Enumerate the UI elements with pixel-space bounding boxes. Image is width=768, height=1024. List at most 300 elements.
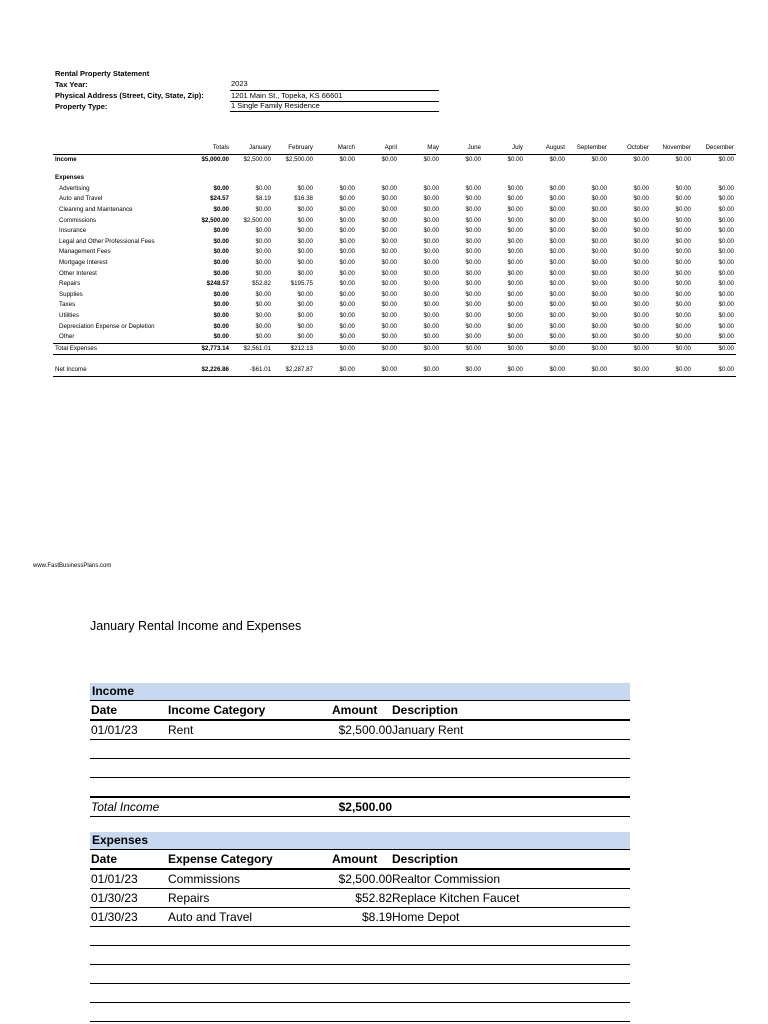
- month-cell[interactable]: $0.00: [423, 227, 439, 235]
- month-cell[interactable]: $0.00: [675, 237, 691, 245]
- month-cell[interactable]: $0.00: [255, 258, 271, 266]
- month-cell[interactable]: $0.00: [549, 301, 565, 309]
- column-header: August: [525, 143, 567, 154]
- month-cell[interactable]: $0.00: [549, 205, 565, 213]
- month-cell[interactable]: $0.00: [507, 227, 523, 235]
- month-cell[interactable]: $0.00: [399, 365, 441, 376]
- month-cell[interactable]: $0.00: [675, 195, 691, 203]
- column-header: July: [483, 143, 525, 154]
- month-cell[interactable]: $0.00: [549, 311, 565, 319]
- total-cell[interactable]: $0.00: [213, 248, 229, 256]
- total-cell[interactable]: $0.00: [213, 311, 229, 319]
- month-cell[interactable]: $0.00: [465, 269, 481, 277]
- address-field[interactable]: 1201 Main St., Topeka, KS 66601: [230, 90, 439, 102]
- month-cell[interactable]: $0.00: [591, 227, 607, 235]
- month-cell[interactable]: $0.00: [591, 205, 607, 213]
- month-cell[interactable]: $0.00: [255, 290, 271, 298]
- month-cell[interactable]: $0.00: [339, 248, 355, 256]
- month-cell[interactable]: $0.00: [591, 311, 607, 319]
- month-cell[interactable]: $0.00: [633, 184, 649, 192]
- month-cell[interactable]: $0.00: [675, 184, 691, 192]
- month-cell[interactable]: $0.00: [609, 365, 651, 376]
- month-cell[interactable]: $0.00: [507, 205, 523, 213]
- entry-date: 01/30/23: [91, 910, 138, 924]
- month-cell[interactable]: $0.00: [339, 237, 355, 245]
- month-cell[interactable]: $0.00: [423, 155, 439, 163]
- month-cell[interactable]: $0.00: [591, 195, 607, 203]
- month-cell[interactable]: $0.00: [525, 343, 567, 355]
- month-cell[interactable]: $0.00: [591, 248, 607, 256]
- month-cell[interactable]: $0.00: [718, 184, 734, 192]
- entry-amount: $52.82: [355, 891, 392, 905]
- tax-year-label: Tax Year:: [55, 80, 88, 89]
- month-cell[interactable]: $0.00: [633, 155, 649, 163]
- month-cell[interactable]: $0.00: [567, 365, 609, 376]
- total-cell[interactable]: $5,000.00: [201, 155, 229, 163]
- row-label: Total Expenses: [53, 343, 173, 355]
- row-label: Income: [55, 155, 77, 163]
- month-cell[interactable]: $0.00: [255, 311, 271, 319]
- empty-expense-row[interactable]: [90, 946, 630, 965]
- month-cell[interactable]: $0.00: [718, 301, 734, 309]
- month-cell[interactable]: $0.00: [423, 311, 439, 319]
- month-cell[interactable]: $0.00: [633, 311, 649, 319]
- month-cell[interactable]: $0.00: [465, 322, 481, 330]
- month-cell[interactable]: $0.00: [297, 290, 313, 298]
- month-cell[interactable]: $0.00: [633, 301, 649, 309]
- month-cell[interactable]: $0.00: [339, 290, 355, 298]
- month-cell[interactable]: $0.00: [315, 343, 357, 355]
- tax-year-field[interactable]: 2023: [231, 79, 248, 88]
- month-cell[interactable]: $0.00: [255, 184, 271, 192]
- month-cell[interactable]: $0.00: [549, 322, 565, 330]
- month-cell[interactable]: $0.00: [423, 216, 439, 224]
- entry-description: January Rent: [392, 723, 464, 737]
- month-cell[interactable]: $0.00: [718, 205, 734, 213]
- expense-row: [53, 322, 736, 333]
- spacer-cell: [53, 355, 736, 366]
- entry-date: 01/01/23: [91, 723, 138, 737]
- month-cell[interactable]: $0.00: [465, 184, 481, 192]
- month-cell[interactable]: $0.00: [507, 290, 523, 298]
- month-cell[interactable]: $8.19: [255, 195, 271, 203]
- month-cell[interactable]: $0.00: [507, 311, 523, 319]
- month-cell[interactable]: $0.00: [549, 155, 565, 163]
- month-cell[interactable]: $0.00: [339, 216, 355, 224]
- month-cell[interactable]: $0.00: [381, 290, 397, 298]
- month-cell[interactable]: $0.00: [423, 195, 439, 203]
- month-cell[interactable]: $0.00: [339, 155, 355, 163]
- month-cell[interactable]: $0.00: [633, 258, 649, 266]
- month-cell[interactable]: $0.00: [465, 311, 481, 319]
- month-cell[interactable]: $0.00: [465, 195, 481, 203]
- expense-entry-row[interactable]: [90, 908, 630, 927]
- header-blank: [53, 143, 173, 154]
- month-cell[interactable]: $0.00: [549, 258, 565, 266]
- month-cell[interactable]: $0.00: [339, 227, 355, 235]
- column-header: April: [357, 143, 399, 154]
- property-type-field[interactable]: 1 Single Family Residence: [230, 101, 439, 112]
- month-cell[interactable]: $0.00: [507, 184, 523, 192]
- row-label: Taxes: [59, 301, 76, 309]
- month-cell[interactable]: $0.00: [718, 280, 734, 288]
- spacer-row: [53, 355, 736, 366]
- month-cell[interactable]: $0.00: [507, 258, 523, 266]
- month-cell[interactable]: $0.00: [591, 258, 607, 266]
- month-cell[interactable]: $0.00: [609, 343, 651, 355]
- month-cell[interactable]: $0.00: [381, 311, 397, 319]
- month-cell[interactable]: $0.00: [549, 280, 565, 288]
- month-cell[interactable]: $0.00: [718, 195, 734, 203]
- expense-row: [53, 311, 736, 322]
- month-cell[interactable]: $0.00: [381, 258, 397, 266]
- month-cell[interactable]: $0.00: [718, 248, 734, 256]
- entry-amount: $2,500.00: [338, 723, 392, 737]
- month-cell[interactable]: $0.00: [297, 311, 313, 319]
- total-income-value[interactable]: $2,500.00: [338, 800, 392, 814]
- month-cell[interactable]: $0.00: [718, 258, 734, 266]
- entry-description: Home Depot: [392, 910, 460, 924]
- month-cell[interactable]: $0.00: [381, 205, 397, 213]
- empty-expense-row[interactable]: [90, 1003, 630, 1022]
- month-cell[interactable]: $0.00: [297, 216, 313, 224]
- total-cell[interactable]: $0.00: [213, 205, 229, 213]
- month-cell[interactable]: $0.00: [255, 237, 271, 245]
- month-cell[interactable]: $0.00: [381, 301, 397, 309]
- month-cell[interactable]: $0.00: [423, 322, 439, 330]
- month-cell[interactable]: $0.00: [297, 333, 313, 341]
- month-cell[interactable]: $0.00: [297, 227, 313, 235]
- month-cell[interactable]: $0.00: [718, 227, 734, 235]
- month-cell[interactable]: $0.00: [381, 216, 397, 224]
- month-cell[interactable]: $0.00: [339, 195, 355, 203]
- month-cell[interactable]: $0.00: [297, 269, 313, 277]
- month-cell[interactable]: $0.00: [507, 216, 523, 224]
- month-cell[interactable]: $0.00: [675, 216, 691, 224]
- month-cell[interactable]: $0.00: [718, 290, 734, 298]
- month-cell[interactable]: -$61.01: [231, 365, 273, 376]
- month-cell[interactable]: $0.00: [549, 195, 565, 203]
- month-cell[interactable]: $0.00: [525, 365, 567, 376]
- month-cell[interactable]: $2,500.00: [285, 155, 313, 163]
- month-cell[interactable]: $0.00: [465, 258, 481, 266]
- month-cell[interactable]: $0.00: [591, 269, 607, 277]
- total-cell[interactable]: $0.00: [213, 227, 229, 235]
- month-cell[interactable]: $16.38: [294, 195, 313, 203]
- month-cell[interactable]: $0.00: [633, 205, 649, 213]
- empty-expense-row[interactable]: [90, 927, 630, 946]
- month-cell[interactable]: $0.00: [507, 155, 523, 163]
- month-cell[interactable]: $0.00: [339, 322, 355, 330]
- month-cell[interactable]: $0.00: [423, 269, 439, 277]
- month-cell[interactable]: $0.00: [399, 343, 441, 355]
- month-cell[interactable]: $0.00: [339, 333, 355, 341]
- row-label: Supplies: [59, 290, 83, 298]
- month-cell[interactable]: $0.00: [549, 227, 565, 235]
- income-entry-row[interactable]: [90, 721, 630, 740]
- month-cell[interactable]: $0.00: [255, 227, 271, 235]
- month-cell[interactable]: $0.00: [591, 237, 607, 245]
- month-cell[interactable]: $0.00: [381, 248, 397, 256]
- month-cell[interactable]: $0.00: [591, 184, 607, 192]
- month-cell[interactable]: $0.00: [591, 322, 607, 330]
- empty-expense-row[interactable]: [90, 984, 630, 1003]
- property-type-label: Property Type:: [55, 102, 108, 111]
- month-cell[interactable]: $0.00: [465, 280, 481, 288]
- month-cell[interactable]: $0.00: [675, 155, 691, 163]
- month-cell[interactable]: $0.00: [675, 248, 691, 256]
- expense-row: [53, 237, 736, 248]
- month-cell[interactable]: $0.00: [297, 248, 313, 256]
- month-cell[interactable]: $0.00: [357, 365, 399, 376]
- month-cell[interactable]: $0.00: [465, 155, 481, 163]
- month-cell[interactable]: $0.00: [549, 333, 565, 341]
- month-cell[interactable]: $0.00: [423, 258, 439, 266]
- expense-row: [53, 258, 736, 269]
- month-cell[interactable]: $0.00: [381, 227, 397, 235]
- month-cell[interactable]: $0.00: [465, 290, 481, 298]
- expense-row: [53, 290, 736, 301]
- category-header: Expense Category: [168, 852, 273, 866]
- month-cell[interactable]: $0.00: [381, 195, 397, 203]
- month-cell[interactable]: $0.00: [339, 280, 355, 288]
- month-cell[interactable]: $0.00: [297, 237, 313, 245]
- entry-category: Commissions: [168, 872, 241, 886]
- month-cell[interactable]: $0.00: [675, 333, 691, 341]
- month-cell[interactable]: $0.00: [465, 205, 481, 213]
- month-cell[interactable]: $0.00: [675, 269, 691, 277]
- month-cell[interactable]: $0.00: [675, 205, 691, 213]
- month-cell[interactable]: $0.00: [507, 248, 523, 256]
- total-cell[interactable]: $0.00: [213, 301, 229, 309]
- month-cell[interactable]: $0.00: [507, 195, 523, 203]
- row-label: Insurance: [59, 227, 87, 235]
- month-cell[interactable]: $0.00: [591, 280, 607, 288]
- month-cell[interactable]: $0.00: [693, 365, 736, 376]
- month-cell[interactable]: $0.00: [507, 301, 523, 309]
- month-cell[interactable]: $0.00: [675, 258, 691, 266]
- month-cell[interactable]: $0.00: [633, 227, 649, 235]
- month-cell[interactable]: $0.00: [718, 216, 734, 224]
- month-cell[interactable]: $0.00: [549, 290, 565, 298]
- income-column-headers: [90, 701, 630, 721]
- total-income-row: [90, 796, 630, 817]
- month-cell[interactable]: $0.00: [255, 322, 271, 330]
- month-cell[interactable]: $0.00: [633, 280, 649, 288]
- month-cell[interactable]: $0.00: [339, 184, 355, 192]
- month-cell[interactable]: $0.00: [423, 301, 439, 309]
- month-cell[interactable]: $0.00: [339, 311, 355, 319]
- month-cell[interactable]: $0.00: [441, 343, 483, 355]
- month-cell[interactable]: $0.00: [718, 155, 734, 163]
- empty-cell: [173, 173, 736, 184]
- month-cell[interactable]: $0.00: [339, 301, 355, 309]
- month-cell[interactable]: $2,500.00: [243, 216, 271, 224]
- month-cell[interactable]: $0.00: [591, 301, 607, 309]
- month-cell[interactable]: $0.00: [297, 322, 313, 330]
- expense-row: [53, 332, 736, 343]
- total-cell[interactable]: $0.00: [213, 290, 229, 298]
- month-cell[interactable]: $2,287.87: [273, 365, 315, 376]
- expense-entry-row[interactable]: [90, 889, 630, 908]
- month-cell[interactable]: $0.00: [465, 227, 481, 235]
- total-cell[interactable]: $2,226.86: [173, 365, 231, 376]
- month-cell[interactable]: $0.00: [633, 237, 649, 245]
- month-cell[interactable]: $0.00: [507, 322, 523, 330]
- month-cell[interactable]: $0.00: [549, 269, 565, 277]
- month-cell[interactable]: $0.00: [483, 343, 525, 355]
- month-cell[interactable]: $0.00: [718, 269, 734, 277]
- month-cell[interactable]: $0.00: [591, 216, 607, 224]
- expense-row: [53, 226, 736, 237]
- month-cell[interactable]: $0.00: [381, 322, 397, 330]
- amount-header: Amount: [332, 703, 378, 717]
- month-cell[interactable]: $0.00: [423, 248, 439, 256]
- month-cell[interactable]: $0.00: [549, 216, 565, 224]
- entry-amount: $8.19: [361, 910, 392, 924]
- empty-income-row[interactable]: [90, 759, 630, 778]
- month-cell[interactable]: $0.00: [255, 269, 271, 277]
- month-cell[interactable]: $0.00: [633, 248, 649, 256]
- month-cell[interactable]: $52.82: [252, 280, 271, 288]
- address-label: Physical Address (Street, City, State, Zip):: [55, 91, 204, 100]
- month-cell[interactable]: $0.00: [297, 205, 313, 213]
- month-cell[interactable]: $0.00: [297, 258, 313, 266]
- total-cell[interactable]: $248.57: [206, 280, 229, 288]
- month-cell[interactable]: $2,500.00: [243, 155, 271, 163]
- month-cell[interactable]: $0.00: [675, 290, 691, 298]
- month-cell[interactable]: $0.00: [507, 237, 523, 245]
- month-cell[interactable]: $0.00: [465, 216, 481, 224]
- month-cell[interactable]: $0.00: [357, 343, 399, 355]
- column-header: January: [231, 143, 273, 154]
- month-cell[interactable]: $0.00: [423, 205, 439, 213]
- row-label: Management Fees: [59, 248, 111, 256]
- month-cell[interactable]: $0.00: [675, 280, 691, 288]
- month-cell[interactable]: $0.00: [549, 237, 565, 245]
- total-cell[interactable]: $0.00: [213, 333, 229, 341]
- expense-row: [53, 247, 736, 258]
- row-label: Legal and Other Professional Fees: [59, 237, 155, 245]
- month-cell[interactable]: $0.00: [507, 333, 523, 341]
- expense-ledger: [90, 832, 630, 1022]
- month-cell[interactable]: $0.00: [633, 290, 649, 298]
- expense-row: [53, 300, 736, 311]
- total-cell[interactable]: $2,773.14: [173, 343, 231, 355]
- row-label: Mortgage Interest: [59, 258, 108, 266]
- month-cell[interactable]: $0.00: [255, 301, 271, 309]
- month-cell[interactable]: $0.00: [693, 343, 736, 355]
- spacer-cell: [53, 165, 736, 173]
- month-cell[interactable]: $0.00: [255, 205, 271, 213]
- month-cell[interactable]: $0.00: [297, 301, 313, 309]
- month-cell[interactable]: $0.00: [567, 343, 609, 355]
- total-cell[interactable]: $0.00: [213, 184, 229, 192]
- month-cell[interactable]: $212.13: [273, 343, 315, 355]
- month-cell[interactable]: $0.00: [465, 248, 481, 256]
- month-cell[interactable]: $0.00: [675, 311, 691, 319]
- total-cell[interactable]: $0.00: [213, 322, 229, 330]
- expense-column-headers: [90, 850, 630, 870]
- month-cell[interactable]: $0.00: [381, 269, 397, 277]
- month-cell[interactable]: $0.00: [465, 237, 481, 245]
- month-cell[interactable]: $0.00: [339, 205, 355, 213]
- month-cell[interactable]: $0.00: [381, 280, 397, 288]
- month-cell[interactable]: $0.00: [441, 365, 483, 376]
- month-cell[interactable]: $0.00: [633, 333, 649, 341]
- total-cell[interactable]: $0.00: [213, 258, 229, 266]
- month-cell[interactable]: $0.00: [423, 280, 439, 288]
- month-cell[interactable]: $0.00: [633, 195, 649, 203]
- empty-expense-row[interactable]: [90, 965, 630, 984]
- month-cell[interactable]: $0.00: [255, 248, 271, 256]
- expense-entry-row[interactable]: [90, 870, 630, 889]
- month-cell[interactable]: $0.00: [591, 155, 607, 163]
- month-cell[interactable]: $0.00: [651, 343, 693, 355]
- month-cell[interactable]: $0.00: [255, 333, 271, 341]
- month-cell[interactable]: $0.00: [483, 365, 525, 376]
- month-cell[interactable]: $0.00: [339, 258, 355, 266]
- month-cell[interactable]: $0.00: [297, 184, 313, 192]
- website-link[interactable]: www.FastBusinessPlans.com: [33, 563, 112, 569]
- month-cell[interactable]: $0.00: [675, 227, 691, 235]
- column-header: September: [567, 143, 609, 154]
- expense-row: [53, 194, 736, 205]
- month-cell[interactable]: $0.00: [651, 365, 693, 376]
- month-cell[interactable]: $0.00: [549, 248, 565, 256]
- income-row: [53, 154, 736, 165]
- month-cell[interactable]: $0.00: [633, 322, 649, 330]
- total-cell[interactable]: $0.00: [213, 269, 229, 277]
- month-cell[interactable]: $0.00: [423, 290, 439, 298]
- month-cell[interactable]: $0.00: [591, 290, 607, 298]
- month-cell[interactable]: $0.00: [718, 333, 734, 341]
- month-cell[interactable]: $0.00: [549, 184, 565, 192]
- month-cell[interactable]: $0.00: [381, 237, 397, 245]
- month-cell[interactable]: $0.00: [718, 322, 734, 330]
- month-cell[interactable]: $0.00: [423, 184, 439, 192]
- month-cell[interactable]: $0.00: [507, 269, 523, 277]
- month-cell[interactable]: $0.00: [465, 301, 481, 309]
- month-cell[interactable]: $2,561.01: [231, 343, 273, 355]
- total-cell[interactable]: $2,500.00: [201, 216, 229, 224]
- month-cell[interactable]: $0.00: [675, 301, 691, 309]
- month-cell[interactable]: $0.00: [315, 365, 357, 376]
- month-cell[interactable]: $0.00: [465, 333, 481, 341]
- empty-income-row[interactable]: [90, 740, 630, 759]
- expenses-heading-row: [53, 173, 736, 184]
- month-cell[interactable]: $0.00: [675, 322, 691, 330]
- month-cell[interactable]: $0.00: [633, 269, 649, 277]
- total-cell[interactable]: $24.57: [210, 195, 229, 203]
- month-cell[interactable]: $0.00: [718, 311, 734, 319]
- month-cell[interactable]: $0.00: [591, 333, 607, 341]
- row-label: Other: [59, 333, 75, 341]
- month-cell[interactable]: $0.00: [507, 280, 523, 288]
- expense-section-header: Expenses: [90, 832, 630, 850]
- total-cell[interactable]: $0.00: [213, 237, 229, 245]
- month-cell[interactable]: $0.00: [423, 237, 439, 245]
- month-cell[interactable]: $0.00: [381, 155, 397, 163]
- month-cell[interactable]: $0.00: [633, 216, 649, 224]
- statement-table: [53, 143, 736, 377]
- month-cell[interactable]: $0.00: [718, 237, 734, 245]
- month-cell[interactable]: $0.00: [381, 333, 397, 341]
- month-cell[interactable]: $0.00: [381, 184, 397, 192]
- month-cell[interactable]: $0.00: [423, 333, 439, 341]
- month-cell[interactable]: $195.75: [290, 280, 313, 288]
- month-cell[interactable]: $0.00: [339, 269, 355, 277]
